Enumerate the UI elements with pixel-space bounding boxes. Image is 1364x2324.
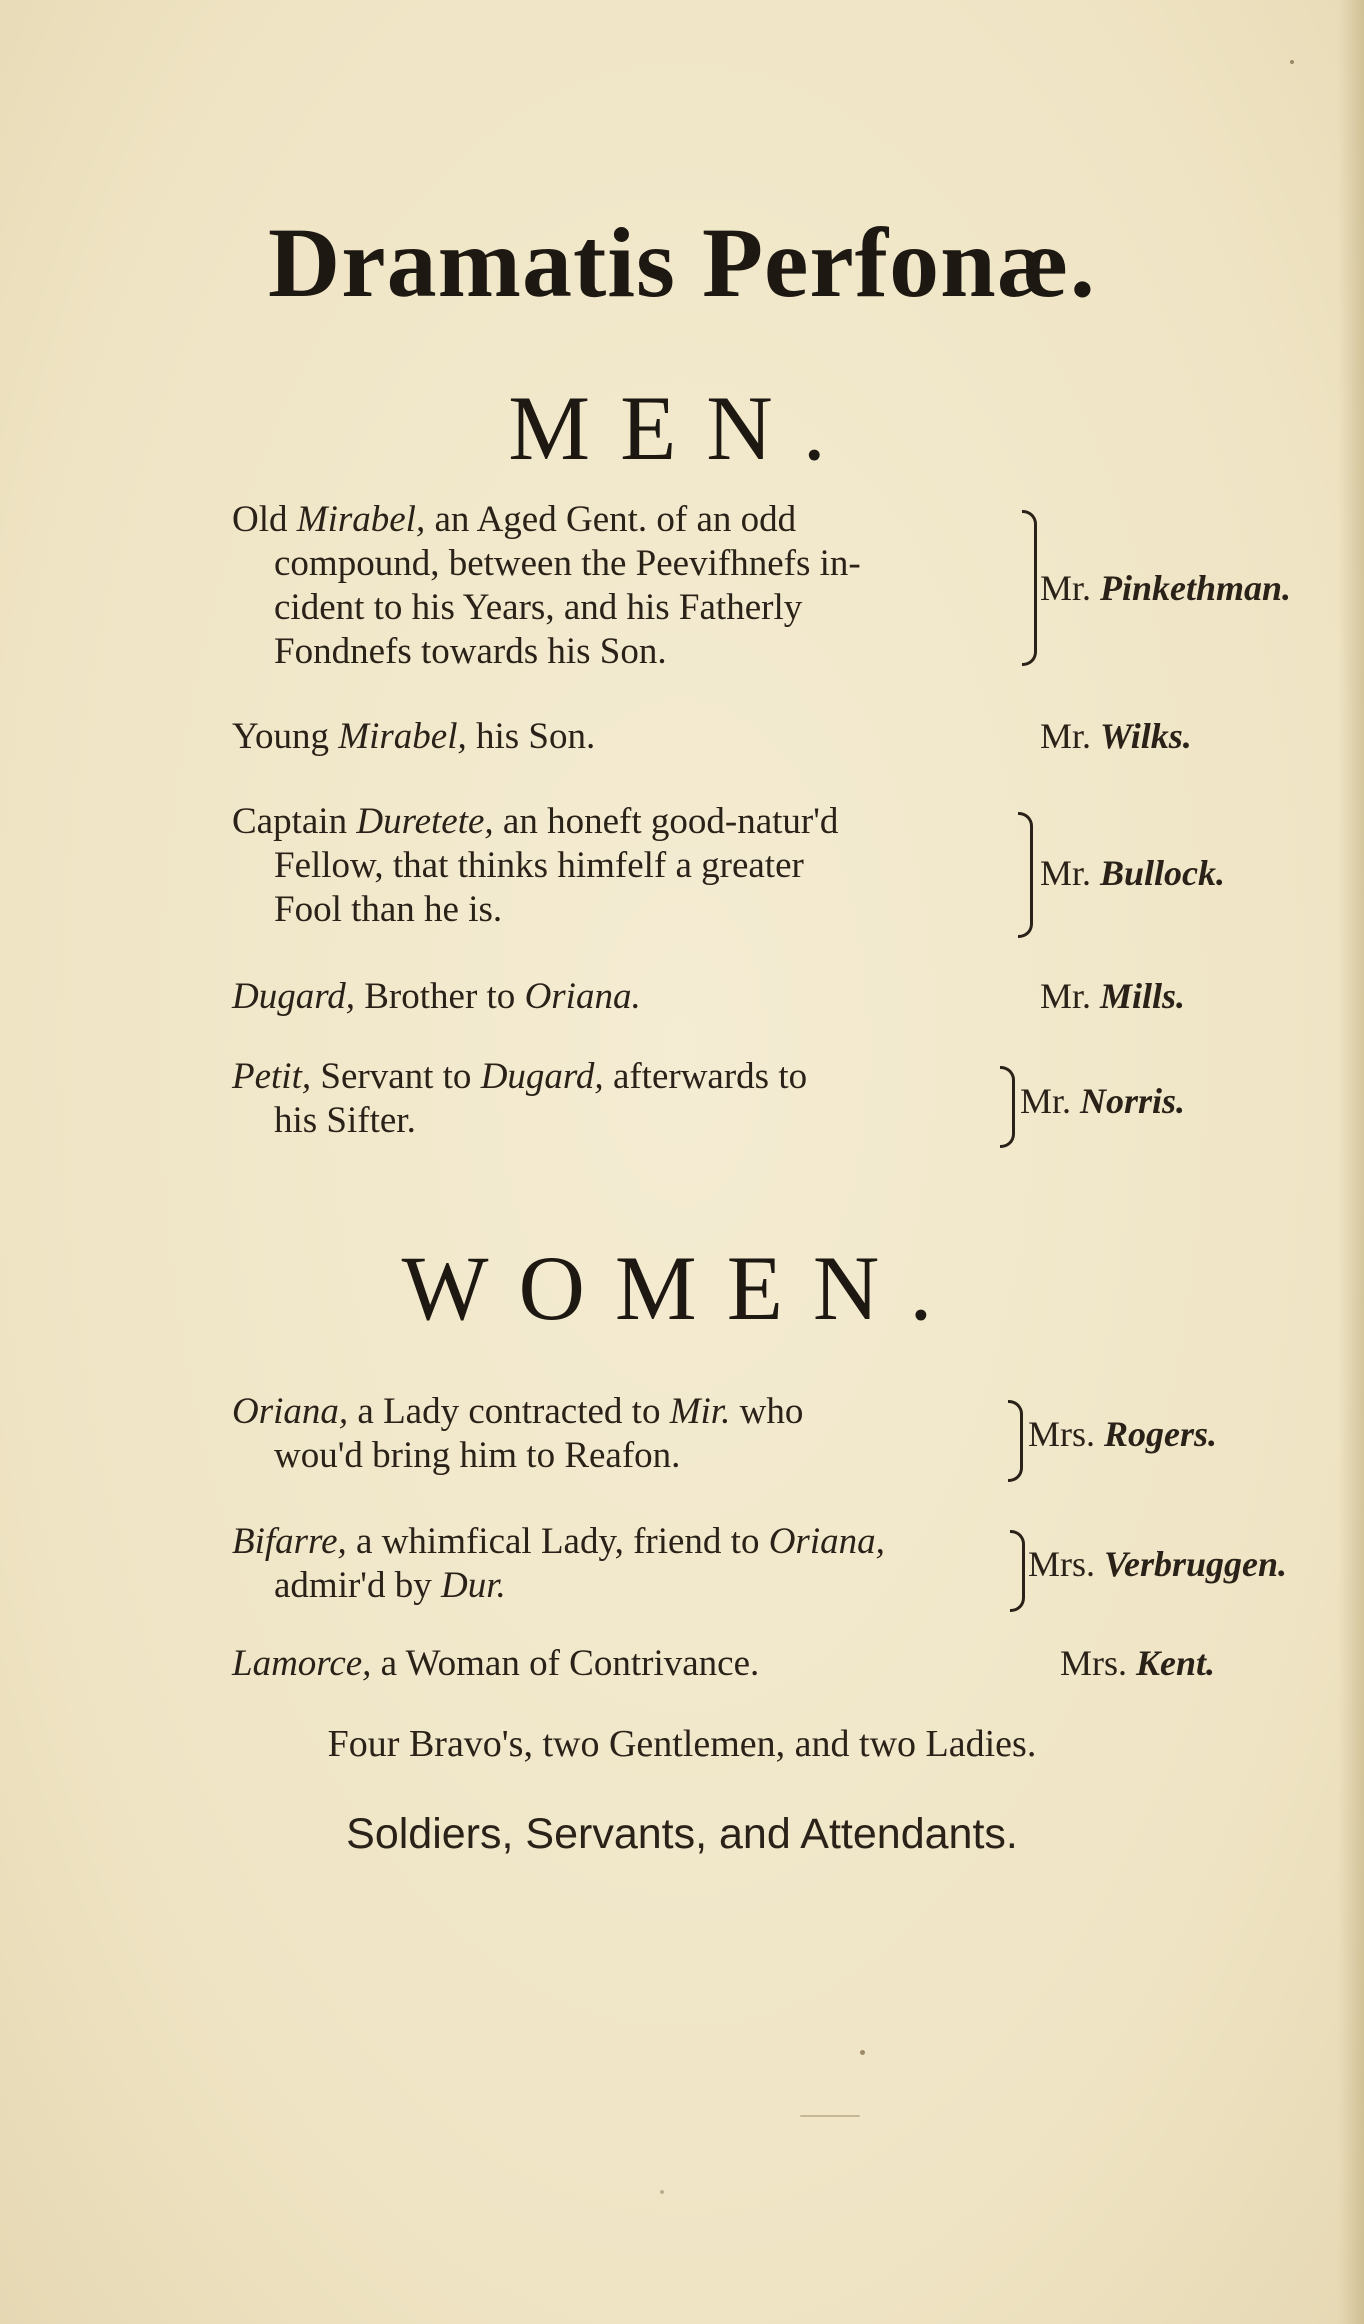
- actor-norris: Mr. Norris.: [1020, 1081, 1186, 1121]
- actor-verbruggen: Mrs. Verbruggen.: [1028, 1544, 1288, 1584]
- character-reference: Mir.: [669, 1391, 731, 1432]
- character-reference: Dugard,: [480, 1056, 604, 1097]
- actor-bullock: Mr. Bullock.: [1040, 853, 1226, 893]
- character-name: Mirabel,: [338, 716, 467, 757]
- paper-speck: [1290, 60, 1294, 64]
- character-name: Lamorce,: [232, 1643, 372, 1684]
- description-line: wou'd bring him to Reafon.: [274, 1435, 681, 1476]
- entry-dugard: [232, 975, 641, 1019]
- description-line: compound, between the Peevifhnefs in-: [274, 543, 861, 584]
- page-title: Dramatis Perfonæ.: [268, 207, 1096, 318]
- description-line: his Son.: [466, 716, 596, 757]
- character-name: Bifarre,: [232, 1521, 347, 1562]
- character-name: Dugard,: [232, 976, 355, 1017]
- attendants-line: Soldiers, Servants, and Attendants.: [346, 1810, 1018, 1858]
- description-line: Fondnefs towards his Son.: [274, 631, 667, 672]
- brace: [1022, 510, 1037, 666]
- description-line: an honeft good-natur'd: [493, 801, 839, 842]
- brace: [1008, 1400, 1023, 1482]
- paper-speck: [860, 2050, 865, 2055]
- entry-duretete: [232, 800, 838, 932]
- women-heading: WOMEN.: [401, 1237, 963, 1339]
- description-line: afterwards to: [603, 1056, 808, 1097]
- description-line: admir'd by: [274, 1565, 441, 1606]
- entry-old-mirabel: [232, 498, 861, 674]
- description-line: Fellow, that thinks himfelf a greater: [274, 845, 804, 886]
- actor-kent: Mrs. Kent.: [1060, 1643, 1216, 1683]
- description-line: Brother to: [355, 976, 525, 1017]
- character-reference: Oriana,: [768, 1521, 885, 1562]
- description-line: his Sifter.: [274, 1100, 416, 1141]
- entry-young-mirabel: [232, 715, 595, 759]
- extras-line: Four Bravo's, two Gentlemen, and two Ladies.: [327, 1723, 1037, 1765]
- actor-pinkethman: Mr. Pinkethman.: [1040, 568, 1292, 608]
- men-heading: MEN.: [508, 377, 856, 479]
- paper-speck: [660, 2190, 664, 2194]
- character-name: Mirabel,: [296, 499, 426, 540]
- description-line: an Aged Gent. of an odd: [425, 499, 797, 540]
- actor-mills: Mr. Mills.: [1040, 976, 1186, 1016]
- description-line: a Lady contracted to: [348, 1391, 670, 1432]
- brace: [1000, 1066, 1015, 1148]
- paper-speck: [800, 2115, 860, 2117]
- character-name: Petit,: [232, 1056, 312, 1097]
- entry-lamorce: [232, 1642, 759, 1686]
- entry-petit: [232, 1055, 807, 1143]
- description-line: Fool than he is.: [274, 889, 503, 930]
- description-line: a whimfical Lady, friend to: [346, 1521, 769, 1562]
- description-line: who: [730, 1391, 804, 1432]
- page-gutter-shadow: [1338, 0, 1364, 2324]
- character-reference: Dur.: [440, 1565, 506, 1606]
- brace: [1018, 812, 1033, 938]
- actor-wilks: Mr. Wilks.: [1040, 716, 1192, 756]
- actor-rogers: Mrs. Rogers.: [1028, 1414, 1218, 1454]
- character-name: Duretete,: [356, 801, 494, 842]
- description-line: cident to his Years, and his Fatherly: [274, 587, 803, 628]
- character-name: Oriana,: [232, 1391, 349, 1432]
- description-line: Servant to: [311, 1056, 481, 1097]
- entry-bisarre: [232, 1520, 885, 1608]
- character-reference: Oriana.: [524, 976, 641, 1017]
- entry-oriana: [232, 1390, 803, 1478]
- description-line: a Woman of Contrivance.: [371, 1643, 760, 1684]
- brace: [1010, 1530, 1025, 1612]
- character-prefix: Young: [232, 716, 330, 757]
- character-prefix: Captain: [232, 801, 348, 842]
- character-prefix: Old: [232, 499, 288, 540]
